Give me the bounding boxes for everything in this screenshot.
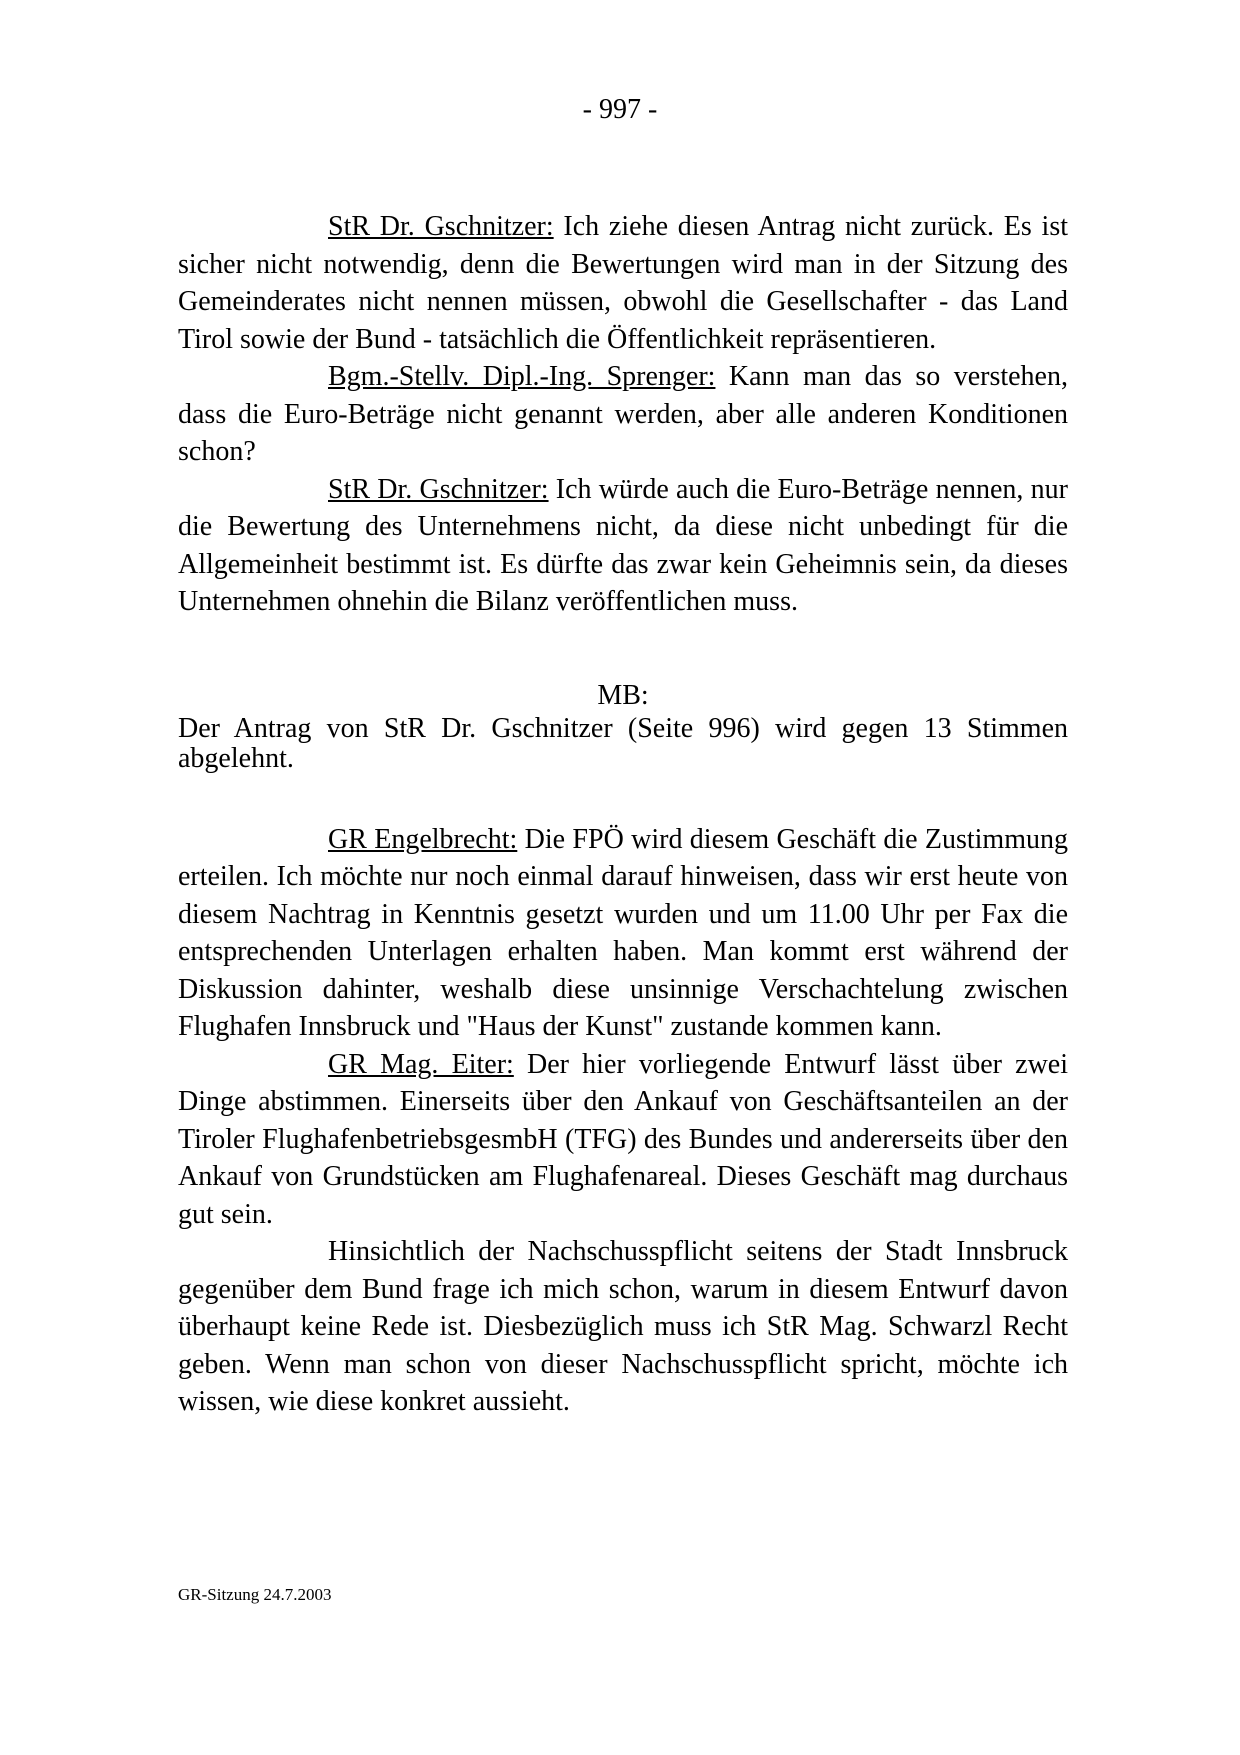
speaker-name: StR Dr. Gschnitzer: — [328, 211, 554, 242]
speaker-name: GR Mag. Eiter: — [328, 1048, 514, 1080]
paragraph-text: Die FPÖ wird diesem Geschäft die Zustimmung erteilen. Ich möchte nur noch einmal darauf hinweisen, dass wir erst heute von diesem Nachtrag in Kenntnis gesetzt wurden und um 11.00 Uhr per Fax die entsprechenden Unterlagen erhalten haben. Man kommt erst während der Diskussion dahinter, weshalb diese unsinnige Verschachtelung zwischen Flughafen Innsbruck und "Haus der Kunst" zustande kommen kann. — [178, 823, 1068, 1042]
document-body — [178, 208, 1068, 1421]
paragraph-text: Hinsichtlich der Nachschusspflicht seitens der Stadt Innsbruck gegenüber dem Bund frage ich mich schon, warum in diesem Entwurf davon überhaupt keine Rede ist. Diesbezüglich muss ich StR Mag. Schwarzl Recht geben. Wenn man schon von dieser Nachschusspflicht spricht, möchte ich wissen, wie diese konkret aussieht. — [178, 1236, 1068, 1417]
paragraph-text: Ich würde auch die Euro-Beträge nennen, nur die Bewertung des Unternehmens nicht, da diese nicht unbedingt für die Allgemeinheit bestimmt ist. Es dürfte das zwar kein Geheimnis sein, da dieses Unternehmen ohnehin die Bilanz veröffentlichen muss. — [178, 473, 1068, 617]
speaker-name: GR Engelbrecht: — [328, 823, 518, 855]
footer-session-date: GR-Sitzung 24.7.2003 — [178, 1585, 332, 1604]
paragraph — [178, 821, 1068, 1046]
page-number: - 997 - — [582, 94, 658, 125]
resolution-text: Der Antrag von StR Dr. Gschnitzer (Seite 996) wird gegen 13 Stimmen abgelehnt. — [178, 712, 1068, 774]
speaker-name: StR Dr. Gschnitzer: — [328, 473, 549, 505]
paragraph-text: Der hier vorliegende Entwurf lässt über zwei Dinge abstimmen. Einerseits über den Ankauf von Geschäftsanteilen an der Tiroler FlughafenbetriebsgesmbH (TFG) des Bundes und andererseits über den Ankauf von Grundstücken am Flughafenareal. Dieses Geschäft mag durchaus gut sein. — [178, 1048, 1068, 1230]
paragraph — [178, 471, 1068, 621]
speaker-name: Bgm.-Stellv. Dipl.-Ing. Sprenger: — [328, 361, 716, 392]
resolution-label: MB: — [597, 679, 649, 711]
paragraph — [178, 1233, 1068, 1421]
paragraph — [178, 208, 1068, 358]
paragraph — [178, 358, 1068, 471]
paragraph-text: Kann man das so verstehen, dass die Euro-Beträge nicht genannt werden, aber alle anderen Konditionen schon? — [178, 361, 1068, 467]
paragraph — [178, 1046, 1068, 1234]
paragraph-text: Ich ziehe diesen Antrag nicht zurück. Es ist sicher nicht notwendig, denn die Bewertungen wird man in der Sitzung des Gemeinderates nicht nennen müssen, obwohl die Gesellschafter - das Land Tirol sowie der Bund - tatsächlich die Öffentlichkeit repräsentieren. — [178, 211, 1068, 355]
section-spacer — [178, 774, 1068, 821]
